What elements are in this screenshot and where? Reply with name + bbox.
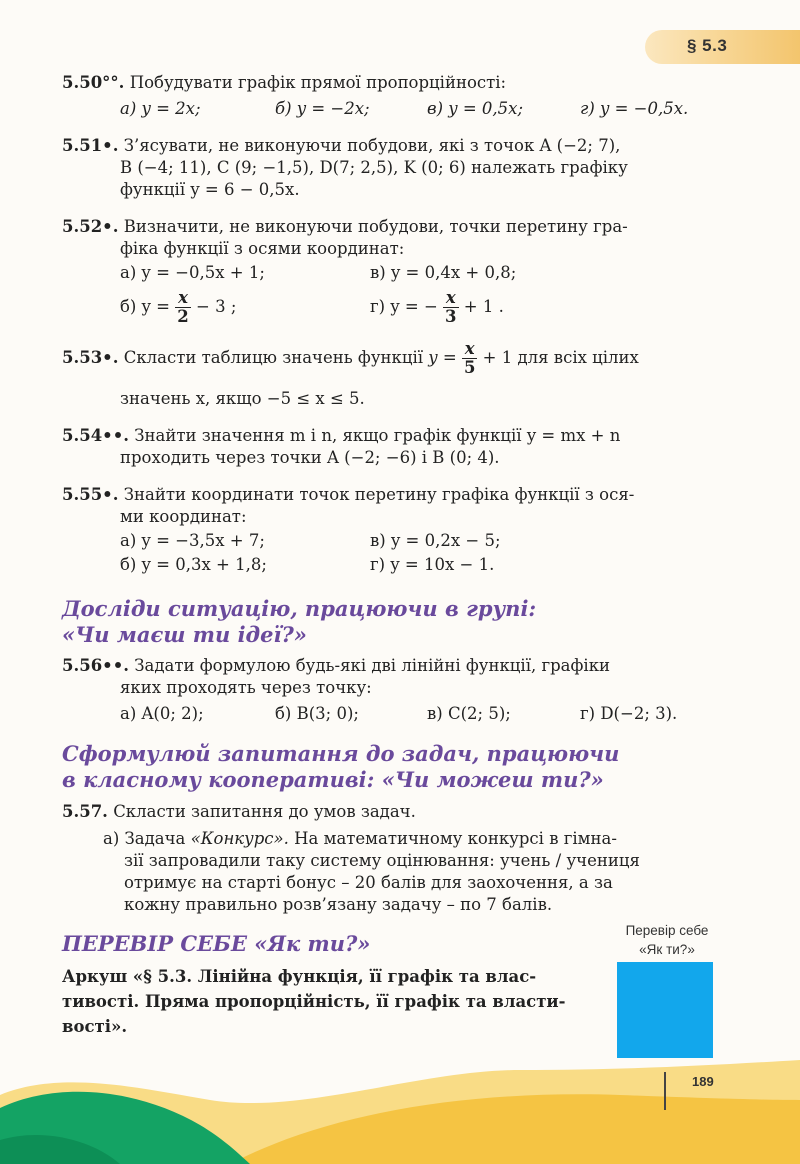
exercise-5-50 xyxy=(62,73,506,93)
exercise-5-56 xyxy=(62,656,610,676)
fraction xyxy=(462,340,477,377)
option-c: в) y = 0,4x + 0,8; xyxy=(370,263,517,282)
qr-label-line-2: «Як ти?» xyxy=(639,942,695,957)
exercise-number: 5.51•. xyxy=(62,136,119,155)
task-a-line-1 xyxy=(103,829,617,849)
numerator: x xyxy=(443,289,458,308)
fraction xyxy=(443,289,458,326)
task-a-title: «Конкурс». xyxy=(190,829,289,848)
exercise-number: 5.55•. xyxy=(62,485,119,504)
check-line-1: Аркуш «§ 5.3. Лінійна функція, її графік та влас- xyxy=(62,967,537,986)
exercise-5-57 xyxy=(62,802,416,822)
option-b: б) y = −2x; xyxy=(275,99,370,118)
exercise-line-1: Визначити, не виконуючи побудови, точки перетину гра- xyxy=(123,217,628,236)
option-b-post: − 3 ; xyxy=(196,297,237,316)
option-d-post: + 1 . xyxy=(463,297,504,316)
section-label: § 5.3 xyxy=(687,36,728,55)
exercise-number: 5.57. xyxy=(62,802,108,821)
exercise-text: Побудувати графік прямої пропорційності: xyxy=(129,73,507,92)
option-b-pre: б) y = xyxy=(120,297,171,316)
function-pre: y = xyxy=(428,348,457,367)
task-a-line-2: зії запровадили таку систему оцінювання: учень / учениця xyxy=(124,851,640,870)
option-b xyxy=(120,285,236,329)
section-tab xyxy=(645,30,800,64)
exercise-number: 5.50°°. xyxy=(62,73,125,92)
exercise-line-3: функції y = 6 − 0,5x. xyxy=(120,180,300,199)
task-a-text-1: На математичному конкурсі в гімна- xyxy=(294,829,617,848)
qr-label xyxy=(612,921,722,959)
heading-group-work: Досліди ситуацію, працюючи в групі: xyxy=(62,596,537,621)
option-c: в) y = 0,5x; xyxy=(427,99,524,118)
exercise-line-2: значень x, якщо −5 ≤ x ≤ 5. xyxy=(120,389,365,408)
exercise-line-2: фіка функції з осями координат: xyxy=(120,239,405,258)
page-number: 189 xyxy=(692,1074,714,1089)
heading-group-work-2: «Чи маєш ти ідеї?» xyxy=(62,622,307,647)
exercise-line-1: Задати формулою будь-які дві лінійні функції, графіки xyxy=(134,656,611,675)
exercise-line-1-end: для всіх цілих xyxy=(517,348,639,367)
exercise-5-52 xyxy=(62,217,628,237)
exercise-line-2: ми координат: xyxy=(120,507,247,526)
task-a-line-3: отримує на старті бонус – 20 балів для заохочення, а за xyxy=(124,873,613,892)
exercise-line-2: B (−4; 11), C (9; −1,5), D(7; 2,5), K (0; 6) належать графіку xyxy=(120,158,628,177)
task-a-label: а) Задача xyxy=(103,829,186,848)
exercise-line-2: яких проходять через точку: xyxy=(120,678,372,697)
numerator: x xyxy=(462,340,477,359)
option-b: б) B(3; 0); xyxy=(275,704,359,723)
option-d: г) D(−2; 3). xyxy=(580,704,678,723)
heading-questions-2: в класному кооперативі: «Чи можеш ти?» xyxy=(62,767,604,792)
option-d-pre: г) y = − xyxy=(370,297,438,316)
option-c: в) C(2; 5); xyxy=(427,704,511,723)
option-d: г) y = 10x − 1. xyxy=(370,555,495,574)
denominator: 2 xyxy=(177,307,189,326)
page-divider xyxy=(664,1072,666,1110)
option-d: г) y = −0,5x. xyxy=(580,99,689,118)
function-post: + 1 xyxy=(482,348,513,367)
exercise-line-1: З’ясувати, не виконуючи побудови, які з точок A (−2; 7), xyxy=(123,136,621,155)
exercise-line-1: Знайти значення m і n, якщо графік функції y = mx + n xyxy=(134,426,621,445)
heading-questions: Сформулюй запитання до задач, працюючи xyxy=(62,741,620,766)
option-a: а) A(0; 2); xyxy=(120,704,204,723)
exercise-line-2: проходить через точки A (−2; −6) і B (0; 4). xyxy=(120,448,500,467)
exercise-number: 5.53•. xyxy=(62,348,119,367)
exercise-5-53 xyxy=(62,336,639,380)
task-a-line-4: кожну правильно розв’язану задачу – по 7 балів. xyxy=(124,895,553,914)
exercise-line-1: Скласти запитання до умов задач. xyxy=(113,802,416,821)
option-d xyxy=(370,285,504,329)
exercise-5-55 xyxy=(62,485,634,505)
exercise-line-1: Знайти координати точок перетину графіка функції з ося- xyxy=(123,485,635,504)
option-c: в) y = 0,2x − 5; xyxy=(370,531,501,550)
qr-label-line-1: Перевір себе xyxy=(625,923,709,938)
exercise-number: 5.54••. xyxy=(62,426,130,445)
exercise-number: 5.56••. xyxy=(62,656,130,675)
option-b: б) y = 0,3x + 1,8; xyxy=(120,555,267,574)
exercise-5-54 xyxy=(62,426,620,446)
qr-code-box[interactable] xyxy=(617,962,713,1058)
exercise-5-51 xyxy=(62,136,620,156)
check-line-3: вості». xyxy=(62,1017,128,1036)
option-a: а) y = 2x; xyxy=(120,99,201,118)
option-a: а) y = −0,5x + 1; xyxy=(120,263,265,282)
heading-check-yourself: ПЕРЕВІР СЕБЕ «Як ти?» xyxy=(62,931,371,956)
exercise-number: 5.52•. xyxy=(62,217,119,236)
check-line-2: тивості. Пряма пропорційність, її графік та власти- xyxy=(62,992,566,1011)
exercise-line-1: Скласти таблицю значень функції xyxy=(123,348,424,367)
numerator: x xyxy=(175,289,190,308)
fraction xyxy=(175,289,190,326)
option-a: а) y = −3,5x + 7; xyxy=(120,531,265,550)
denominator: 5 xyxy=(463,358,476,377)
denominator: 3 xyxy=(445,307,457,326)
